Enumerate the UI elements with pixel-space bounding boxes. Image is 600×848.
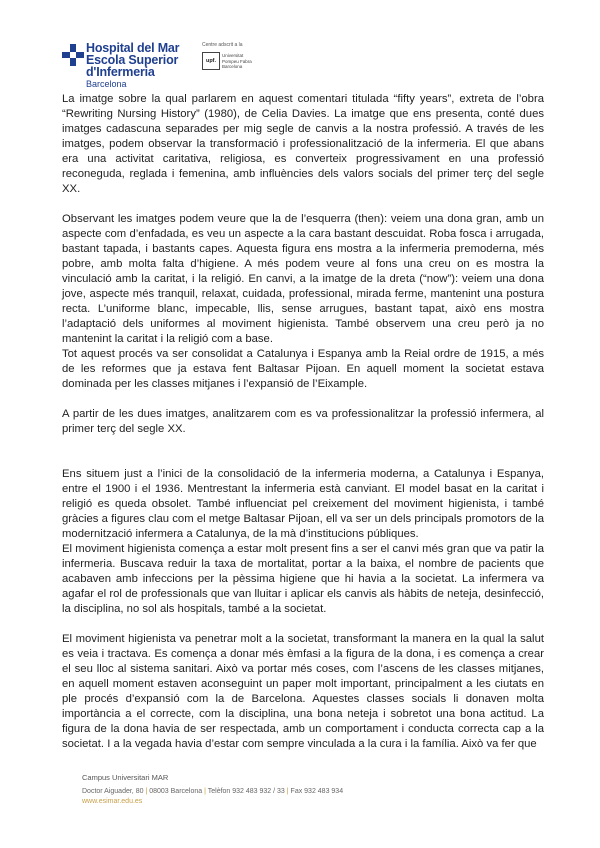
logo-city: Barcelona bbox=[86, 79, 127, 89]
affiliation-name-line-2: Pompeu Fabra bbox=[222, 58, 252, 64]
institution-logo bbox=[86, 42, 179, 90]
paragraph-image-description: Observant les imatges podem veure que la de l’esquerra (then): veiem una dona gran, amb un aspecte com d’enfadada, es veu un aspecte a la cara bastant descuidat. Roba fosca i arrugada, bastant tapada, i bastants capes. Aquesta figura ens mostra a la infermeria premoderna, més pobre, amb molta falta d’higiene. A més podem veure al fons una creu on es mostra la vinculació amb la caritat, i la religió. En canvi, a la imatge de la dreta (“now”): veiem una dona jove, aspecte més tranquil, relaxat, cuidada, professional, mirada ferme, mantenint una postura recta. L’uniforme blanc, impecable, llis, sense arrugues, bastant tapat, això ens mostra l’adaptació dels uniformes al moviment higienista. També observem una creu però ja no mantenint la caritat i la religió com a base. bbox=[62, 213, 544, 345]
footer-phone: Telèfon 932 483 932 / 33 bbox=[207, 788, 285, 795]
paragraph-context: Ens situem just a l’inici de la consolidació de la infermeria moderna, a Catalunya i Espanya, entre el 1900 i el 1936. Mentrestant la infermeria està canviant. El model basat en la caritat i religió es queda obsolet. També influenciat pel creixement del moviment higienista, i també gràcies a figures clau com el metge Baltasar Pijoan, ell va ser un dels principals promotors de la modernització infermera a Catalunya, de la mà d’institucions públiques. bbox=[62, 468, 544, 540]
logo-line-3: d'Infermeria bbox=[86, 65, 155, 79]
footer-campus-title: Campus Universitari MAR bbox=[82, 773, 169, 782]
upf-logo-icon: upf. bbox=[202, 52, 220, 70]
affiliation-name-line-3: Barcelona bbox=[222, 64, 243, 69]
university-affiliation bbox=[202, 42, 282, 88]
page-footer bbox=[82, 773, 542, 805]
affiliation-name bbox=[222, 53, 272, 70]
paragraph-royal-order: Tot aquest procés va ser consolidat a Catalunya i Espanya amb la Reial ordre de 1915, a més de les reformes que ja estava fent Baltasar Pijoan. En aquell moment la societat estava dominada per les classes mitjanes i l’expansió de l’Eixample. bbox=[62, 348, 544, 390]
paragraph-hygienist-movement: El moviment higienista comença a estar molt present fins a ser el canvi més gran que va patir la infermeria. Buscava reduir la taxa de mortalitat, portar a la baixa, el nombre de pacients que acabaven amb infeccions per la pèssima higiene que hi havia a la societat. La infermera va agafar el rol de professionals que van lluitar i aplicar els canvis als hàbits de neteja, desinfecció, la disciplina, no sol als hospitals, també a la societat. bbox=[62, 543, 544, 615]
logo-line-2: Escola Superior bbox=[86, 53, 179, 67]
document-body bbox=[62, 92, 544, 752]
footer-fax: Fax 932 483 934 bbox=[290, 788, 344, 795]
page-header bbox=[62, 42, 542, 92]
footer-website-link[interactable]: www.esimar.edu.es bbox=[82, 798, 143, 805]
paragraph-analysis-intro: A partir de les dues imatges, analitzarem com es va professionalitzar la professió infermera, al primer terç del segle XX. bbox=[62, 408, 544, 435]
footer-street: Doctor Aiguader, 80 bbox=[82, 788, 144, 795]
footer-postal: 08003 Barcelona bbox=[149, 788, 203, 795]
paragraph-introduction: La imatge sobre la qual parlarem en aquest comentari titulada “fifty years”, extreta de l’obra “Rewriting Nursing History” (1980), de Celia Davies. La imatge que ens presenta, conté dues imatges cadascuna separades per mig segle de canvis a la nostra professió. A través de les imatges, podem observar la transformació i professionalització de la infermeria. El que abans era una activitat caritativa, religiosa, es converteix progressivament en una professió reconeguda, reglada i femenina, amb influències dels valors socials del primer terç del segle XX. bbox=[62, 93, 544, 195]
logo-line-1: Hospital del Mar bbox=[86, 41, 180, 55]
footer-address: Doctor Aiguader, 80 | 08003 Barcelona | Telèfon 932 483 932 / 33 | Fax 932 483 934 bbox=[82, 788, 344, 795]
hospital-cross-logo-icon bbox=[62, 44, 84, 66]
paragraph-society: El moviment higienista va penetrar molt a la societat, transformant la manera en la qual la salut es veia i tractava. Es comença a donar més èmfasi a la figura de la dona, i es comença a crear el seu lloc al sistema sanitari. Això va portar més coses, com l’ascens de les classes mitjanes, en aquell moment estaven aconseguint un paper molt important, principalment a les ciutats en ple procés d’expansió com la de Barcelona. Aquestes classes socials li donaven molta importància a el correcte, com la disciplina, una bona neteja i sobretot una bona actitud. La figura de la dona havia de ser respectada, amb un comportament i conducta correcta cap a la societat. I a la vegada havia d’estar com sempre vinculada a la cura i la família. Això va fer que bbox=[62, 633, 544, 750]
affiliation-name-line-1: Universitat bbox=[222, 53, 244, 58]
affiliation-label: Centre adscrit a la bbox=[202, 42, 243, 48]
